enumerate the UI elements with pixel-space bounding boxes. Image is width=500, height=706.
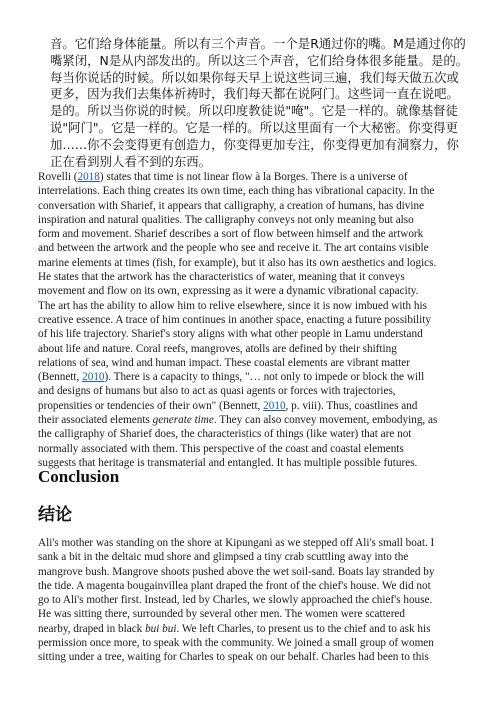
- text-line: and between the artwork and the people who see and receive it. The art contains visible: [38, 242, 429, 255]
- text-line: suggests that heritage is transmaterial and entangled. It has multiple possible futures.: [38, 456, 418, 469]
- text-line: interrelations. Each thing creates its own time, each thing has vibrational capacity. In the: [38, 185, 435, 198]
- text-line: He states that the artwork has the characteristics of water, meaning that it conveys: [38, 271, 405, 284]
- text-line: of his life trajectory. Sharief's story aligns with what other people in Lamu understand: [38, 328, 423, 341]
- text-run: . They can also convey movement, embodying, as: [213, 414, 438, 427]
- text-line: and designs of humans but also to act as quasi agents or forces with trajectories,: [38, 385, 396, 398]
- text-run: their associated elements: [38, 414, 153, 427]
- text-line: relations of sea, wind and human impact. These coastal elements are vibrant matter: [38, 356, 410, 369]
- text-line: He was sitting there, surrounded by several other men. The women were scattered: [38, 608, 405, 621]
- italic-term: bui bui: [145, 622, 177, 635]
- text-line: 每当你说话的时候。所以如果你每天早上说这些词三遍，我们每天做五次或: [50, 69, 459, 85]
- citation-link-rovelli-2018[interactable]: 2018: [77, 171, 100, 183]
- text-line: conversation with Sharief, it appears that calligraphy, a creation of humans, has divine: [38, 199, 425, 212]
- text-run: ). There is a capacity to things, "… not only to impede or block the will: [104, 371, 425, 384]
- italic-term: generate time: [152, 414, 214, 427]
- text-line: 更多，因为我们去集体祈祷时，我们每天都在说阿门。这些词一直在说吧。: [50, 86, 459, 102]
- text-run: . We left Charles, to present us to the chief and to ask his: [176, 622, 431, 635]
- text-line: 是的。所以当你说的时候。所以印度教徒说"唵"。它是一样的。就像基督徒: [50, 103, 458, 119]
- text-line: form and movement. Sharief describes a sort of flow between himself and the artwork: [38, 228, 424, 241]
- text-line: normally associated with them. This perspective of the coast and coastal elements: [38, 442, 404, 455]
- text-run: , p. viii). Thus, coastlines and: [285, 399, 418, 412]
- text-line: [38, 370, 471, 384]
- rovelli-paragraph: [38, 170, 471, 470]
- text-run: ) states that time is not linear flow à la Borges. There is a universe of: [99, 171, 408, 183]
- text-run: Rovelli (: [38, 171, 78, 183]
- text-line: movement and flow on its own, expressing as it were a dynamic vibrational capacity.: [38, 285, 419, 298]
- section-heading-conclusion: Conclusion: [38, 467, 120, 486]
- text-line: [38, 170, 471, 184]
- conclusion-paragraph: [38, 536, 471, 665]
- text-line: 说"阿门"。它是一样的。它是一样的。所以这里面有一个大秘密。你变得更: [50, 119, 458, 135]
- text-line: sitting under a tree, waiting for Charles to speak on our behalf. Charles had been to this: [38, 651, 429, 664]
- text-line: The art has the ability to allow him to relive elsewhere, since it is now imbued with his: [38, 299, 427, 312]
- text-line: about life and nature. Coral reefs, mangroves, atolls are defined by their shifting: [38, 342, 397, 355]
- text-line: sank a bit in the deltaic mud shore and glimpsed a tiny crab scuttling away into the: [38, 551, 409, 564]
- chinese-quote-paragraph: [50, 36, 470, 170]
- text-line: mangrove bush. Mangrove shoots pushed above the wet soil-sand. Boats lay stranded by: [38, 565, 435, 578]
- text-line: [38, 399, 471, 413]
- text-line: 加……你不会变得更有创造力，你变得更加专注，你变得更加有洞察力，你: [50, 136, 459, 152]
- text-run: nearby, draped in black: [38, 622, 146, 635]
- text-line: [38, 622, 471, 636]
- text-line: the calligraphy of Sharief does, the characteristics of things (like water) that are not: [38, 428, 412, 441]
- text-line: go to Ali's mother first. Instead, led by Charles, we slowly approached the chief's house.: [38, 594, 433, 607]
- text-line: creative essence. A trace of him continues in another space, enacting a future possibility: [38, 313, 431, 326]
- text-run: propensities or tendencies of their own" (Bennett,: [38, 399, 264, 412]
- text-line: 音。它们给身体能量。所以有三个声音。一个是R通过你的嘴。M是通过你的: [50, 36, 466, 51]
- citation-link-bennett-2010[interactable]: 2010: [263, 399, 286, 412]
- text-line: 嘴紧闭，N是从内部发出的。所以这三个声音，它们给身体很多能量。是的。: [50, 52, 469, 68]
- text-line: 正在看到别人看不到的东西。: [50, 153, 212, 169]
- text-run: (Bennett,: [38, 371, 83, 384]
- text-line: inspiration and natural qualities. The calligraphy conveys not only meaning but also: [38, 213, 414, 226]
- text-line: Ali's mother was standing on the shore at Kipungani as we stepped off Ali's small boat. I: [38, 537, 435, 549]
- section-heading-conclusion-chinese: 结论: [38, 505, 72, 525]
- citation-link-bennett-2010[interactable]: 2010: [82, 371, 105, 384]
- text-line: marine elements at times (fish, for example), but it also has its own aesthetics and logics.: [38, 256, 437, 269]
- text-line: permission once more, to speak with the community. We joined a small group of women: [38, 637, 434, 650]
- text-line: [38, 413, 471, 427]
- text-line: the tide. A magenta bougainvillea plant draped the front of the chief's house. We did not: [38, 579, 431, 592]
